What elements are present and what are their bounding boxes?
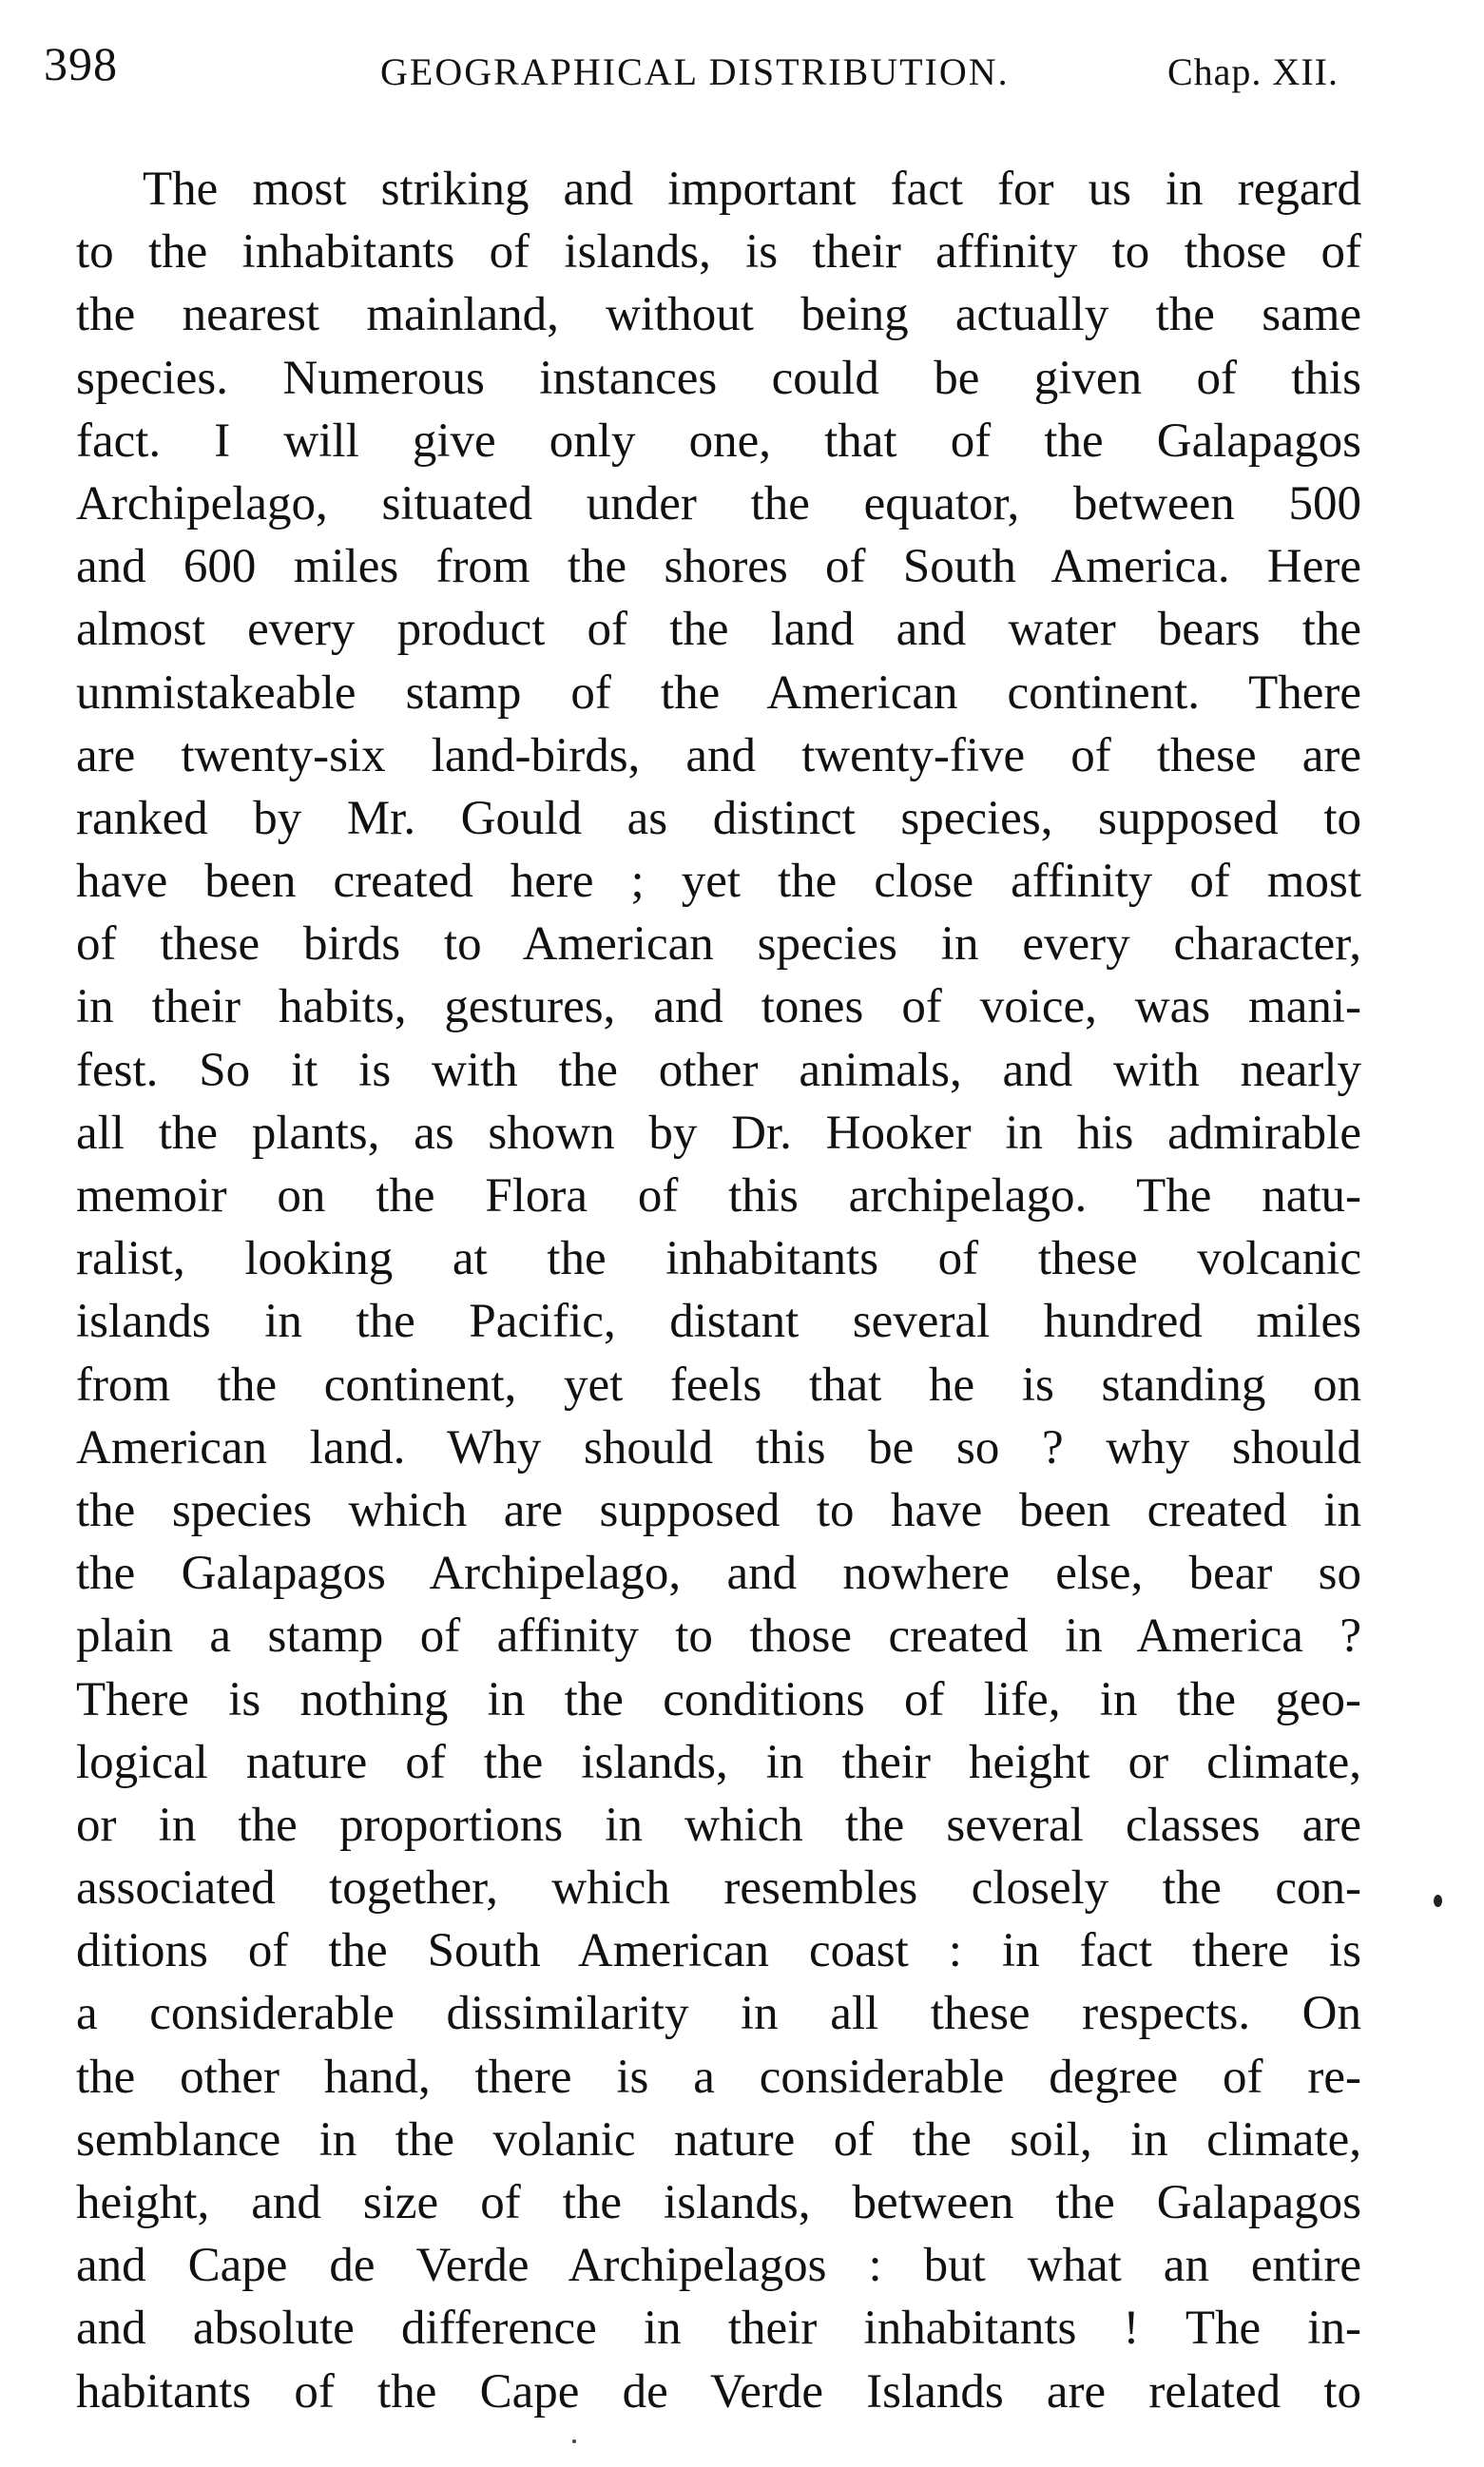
text-line: Archipelago, situated under the equator, between 500	[76, 476, 1361, 530]
page-number: 398	[44, 37, 118, 90]
text-line: islands in the Pacific, distant several hundred miles	[76, 1295, 1361, 1349]
text-line: American land. Why should this be so ? why should	[76, 1420, 1361, 1474]
text-line: The most striking and important fact for us in regard	[143, 163, 1361, 216]
text-line: habitants of the Cape de Verde Islands are related to	[76, 2364, 1361, 2419]
margin-ink-mark	[1434, 1895, 1442, 1907]
text-line: fest. So it is with the other animals, and with nearly	[76, 1043, 1361, 1097]
text-line: logical nature of the islands, in their height or climate,	[76, 1735, 1361, 1789]
text-line: and absolute difference in their inhabitants ! The in-	[76, 2302, 1361, 2356]
running-title: GEOGRAPHICAL DISTRIBUTION.	[380, 50, 1010, 93]
text-line: and 600 miles from the shores of South America. Here	[76, 540, 1361, 594]
text-line: unmistakeable stamp of the American continent. There	[76, 665, 1361, 720]
text-line: to the inhabitants of islands, is their affinity to those of	[76, 225, 1361, 279]
text-line: the nearest mainland, without being actually the same	[76, 288, 1361, 342]
text-line: from the continent, yet feels that he is standing on	[76, 1358, 1361, 1412]
text-line: species. Numerous instances could be given of this	[76, 351, 1361, 405]
body-paragraph	[76, 158, 1361, 2423]
chapter-label: Chap. XII.	[1167, 50, 1339, 93]
text-line: of these birds to American species in every character,	[76, 917, 1361, 972]
text-line: plain a stamp of affinity to those created in America ?	[76, 1609, 1361, 1664]
text-line: ranked by Mr. Gould as distinct species, supposed to	[76, 791, 1361, 845]
text-line: a considerable dissimilarity in all these respects. On	[76, 1987, 1361, 2041]
text-line: and Cape de Verde Archipelagos : but what an entire	[76, 2239, 1361, 2293]
text-line: ditions of the South American coast : in fact there is	[76, 1924, 1361, 1978]
text-line: memoir on the Flora of this archipelago. The natu-	[76, 1169, 1361, 1223]
text-line: semblance in the volanic nature of the soil, in climate,	[76, 2112, 1361, 2167]
ink-speck	[572, 2439, 576, 2443]
text-line: are twenty-six land-birds, and twenty-five of these are	[76, 728, 1361, 782]
text-line: or in the proportions in which the several classes are	[76, 1798, 1361, 1852]
text-line: the Galapagos Archipelago, and nowhere else, bear so	[76, 1547, 1361, 1601]
text-line: ralist, looking at the inhabitants of these volcanic	[76, 1232, 1361, 1286]
text-line: the other hand, there is a considerable degree of re-	[76, 2050, 1361, 2104]
running-head	[0, 36, 1484, 93]
text-line: the species which are supposed to have been created in	[76, 1483, 1361, 1537]
text-line: height, and size of the islands, between the Galapagos	[76, 2176, 1361, 2229]
text-line: in their habits, gestures, and tones of voice, was mani-	[76, 980, 1361, 1034]
text-line: almost every product of the land and water bears the	[76, 603, 1361, 657]
text-line: associated together, which resembles closely the con-	[76, 1861, 1361, 1916]
text-line: all the plants, as shown by Dr. Hooker in his admirable	[76, 1106, 1361, 1160]
text-line: fact. I will give only one, that of the Galapagos	[76, 414, 1361, 468]
text-line: have been created here ; yet the close affinity of most	[76, 855, 1361, 909]
text-line: There is nothing in the conditions of life, in the geo-	[76, 1672, 1361, 1726]
